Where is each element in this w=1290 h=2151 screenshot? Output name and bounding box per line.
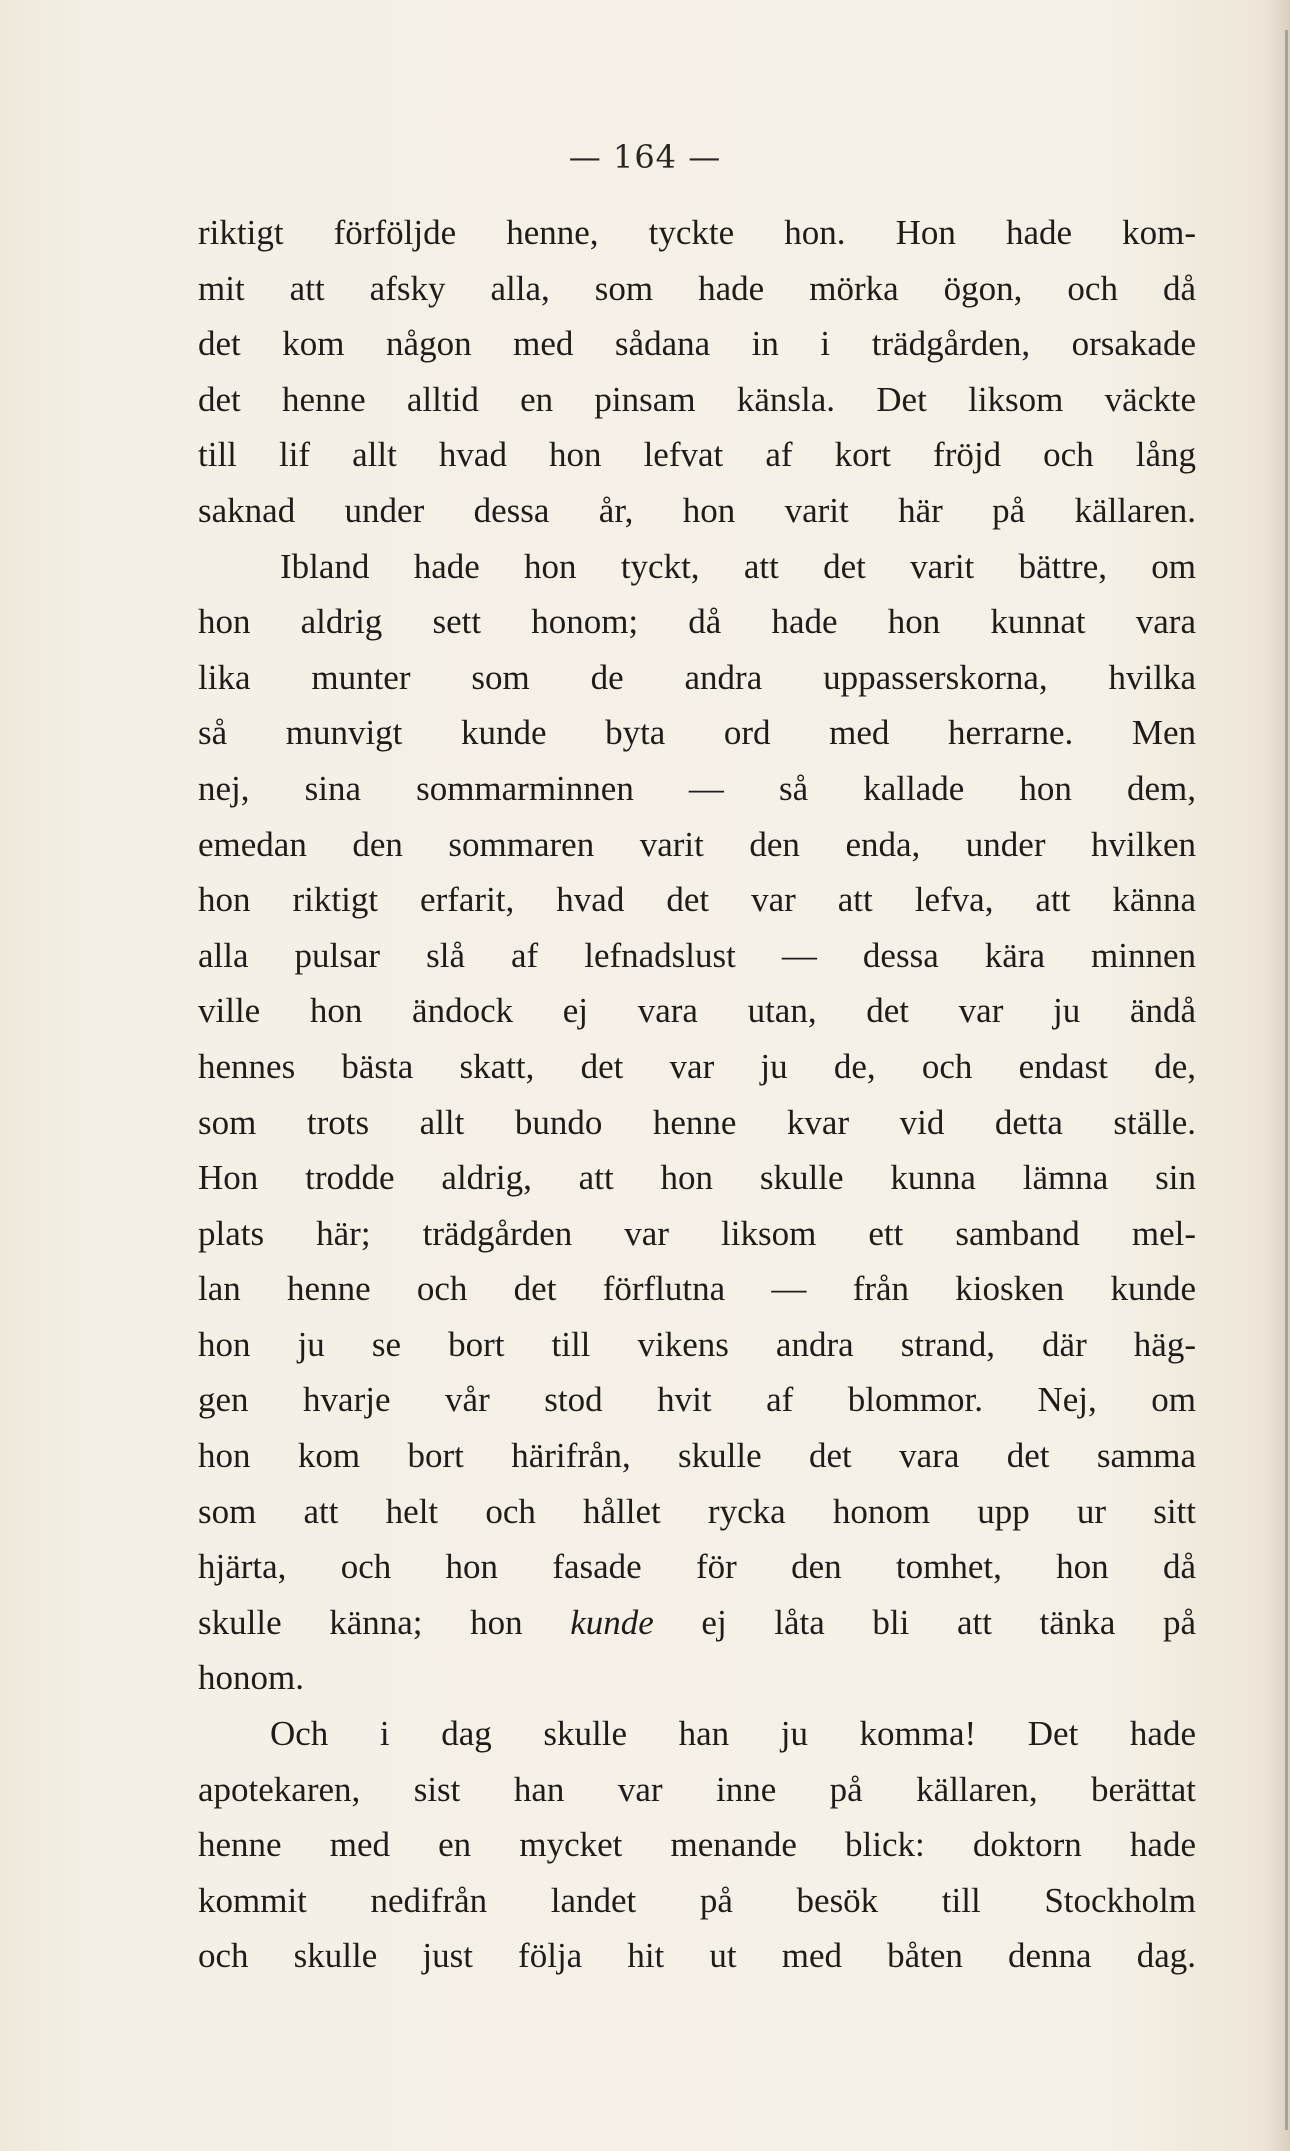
text-line: gen hvarje vår stod hvit af blommor. Nej, om bbox=[198, 1380, 1196, 1420]
body-text bbox=[198, 205, 1196, 1984]
text-line: och skulle just följa hit ut med båten denna dag. bbox=[198, 1936, 1196, 1976]
text-line: lika munter som de andra uppasserskorna, hvilka bbox=[198, 657, 1196, 697]
text-fragment: ej låta bli att tänka på bbox=[653, 1602, 1196, 1642]
text-line: emedan den sommaren varit den enda, under hvilken bbox=[198, 824, 1196, 864]
text-line: mit att afsky alla, som hade mörka ögon, och då bbox=[198, 268, 1196, 308]
text-line: riktigt förföljde henne, tyckte hon. Hon hade kom- bbox=[198, 213, 1196, 252]
text-line: Hon trodde aldrig, att hon skulle kunna lämna sin bbox=[198, 1158, 1196, 1198]
text-line: honom. bbox=[198, 1658, 304, 1698]
text-line: saknad under dessa år, hon varit här på källaren. bbox=[198, 490, 1196, 530]
text-line: lan henne och det förflutna — från kiosken kunde bbox=[198, 1269, 1196, 1309]
page-edge bbox=[1285, 30, 1288, 2130]
text-line: kommit nedifrån landet på besök till Stockholm bbox=[198, 1880, 1196, 1920]
text-line: hjärta, och hon fasade för den tomhet, hon då bbox=[198, 1547, 1196, 1587]
text-line: till lif allt hvad hon lefvat af kort fröjd och lång bbox=[198, 435, 1196, 475]
page-number: — 164 — bbox=[568, 138, 722, 176]
text-line: alla pulsar slå af lefnadslust — dessa kära minnen bbox=[198, 935, 1196, 975]
text-line: hon aldrig sett honom; då hade hon kunnat vara bbox=[198, 602, 1196, 642]
text-line: hon kom bort härifrån, skulle det vara det samma bbox=[198, 1436, 1196, 1476]
text-line: hennes bästa skatt, det var ju de, och endast de, bbox=[198, 1046, 1196, 1086]
text-line: hon ju se bort till vikens andra strand, där häg- bbox=[198, 1324, 1196, 1364]
text-line: ville hon ändock ej vara utan, det var ju ändå bbox=[198, 991, 1196, 1031]
text-fragment: skulle känna; hon bbox=[198, 1602, 571, 1642]
text-line: Ibland hade hon tyckt, att det varit bättre, om bbox=[280, 546, 1196, 586]
text-line: som att helt och hållet rycka honom upp ur sitt bbox=[198, 1491, 1196, 1531]
text-line: plats här; trädgården var liksom ett samband mel- bbox=[198, 1213, 1196, 1253]
text-line bbox=[198, 1595, 1196, 1651]
text-line: apotekaren, sist han var inne på källaren, berättat bbox=[198, 1769, 1196, 1809]
text-line: det kom någon med sådana in i trädgården, orsakade bbox=[198, 324, 1196, 364]
text-line: nej, sina sommarminnen — så kallade hon dem, bbox=[198, 768, 1196, 808]
emphasized-word: kunde bbox=[570, 1602, 654, 1642]
text-line: som trots allt bundo henne kvar vid detta ställe. bbox=[198, 1102, 1196, 1142]
text-line: henne med en mycket menande blick: doktorn hade bbox=[198, 1825, 1196, 1865]
text-line: det henne alltid en pinsam känsla. Det liksom väckte bbox=[198, 379, 1196, 419]
text-line: så munvigt kunde byta ord med herrarne. Men bbox=[198, 713, 1196, 753]
text-line: Och i dag skulle han ju komma! Det hade bbox=[270, 1714, 1196, 1754]
text-line: hon riktigt erfarit, hvad det var att lefva, att känna bbox=[198, 880, 1196, 920]
